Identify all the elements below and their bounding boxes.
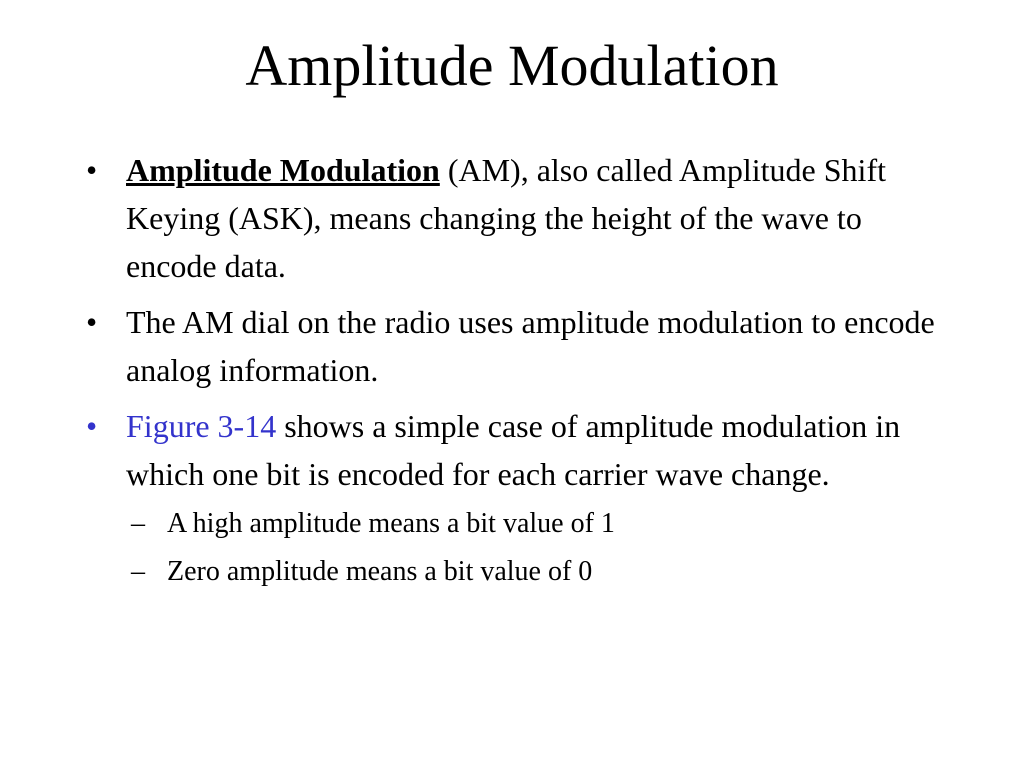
bullet-item-am-dial	[86, 298, 946, 394]
sub-bullet-text: A high amplitude means a bit value of 1	[167, 508, 615, 539]
bullet-text: The AM dial on the radio uses amplitude modulation to encode analog information.	[126, 304, 935, 388]
bullet-text: (AM), also called Amplitude Shift Keying (ASK), means changing the height of the wave to encode data.	[126, 152, 886, 284]
slide-title: Amplitude Modulation	[245, 33, 779, 98]
dash-marker: –	[131, 556, 145, 587]
bullet-marker: •	[86, 304, 98, 340]
sub-bullet-item-zero-amplitude	[131, 548, 946, 596]
bullet-marker: •	[86, 152, 98, 188]
bullet-item-definition	[86, 146, 946, 290]
bullet-text: shows a simple case of amplitude modulation in which one bit is encoded for each carrier wave change.	[126, 408, 901, 492]
term-amplitude-modulation: Amplitude Modulation	[126, 152, 440, 188]
bullet-item-figure	[86, 402, 946, 596]
dash-marker: –	[131, 508, 145, 539]
sub-bullet-list	[126, 500, 946, 596]
bullet-marker: •	[86, 408, 98, 444]
figure-reference-link[interactable]: Figure 3-14	[126, 408, 277, 444]
sub-bullet-item-high-amplitude	[131, 500, 946, 548]
sub-bullet-text: Zero amplitude means a bit value of 0	[167, 556, 593, 587]
bullet-list	[86, 146, 946, 604]
